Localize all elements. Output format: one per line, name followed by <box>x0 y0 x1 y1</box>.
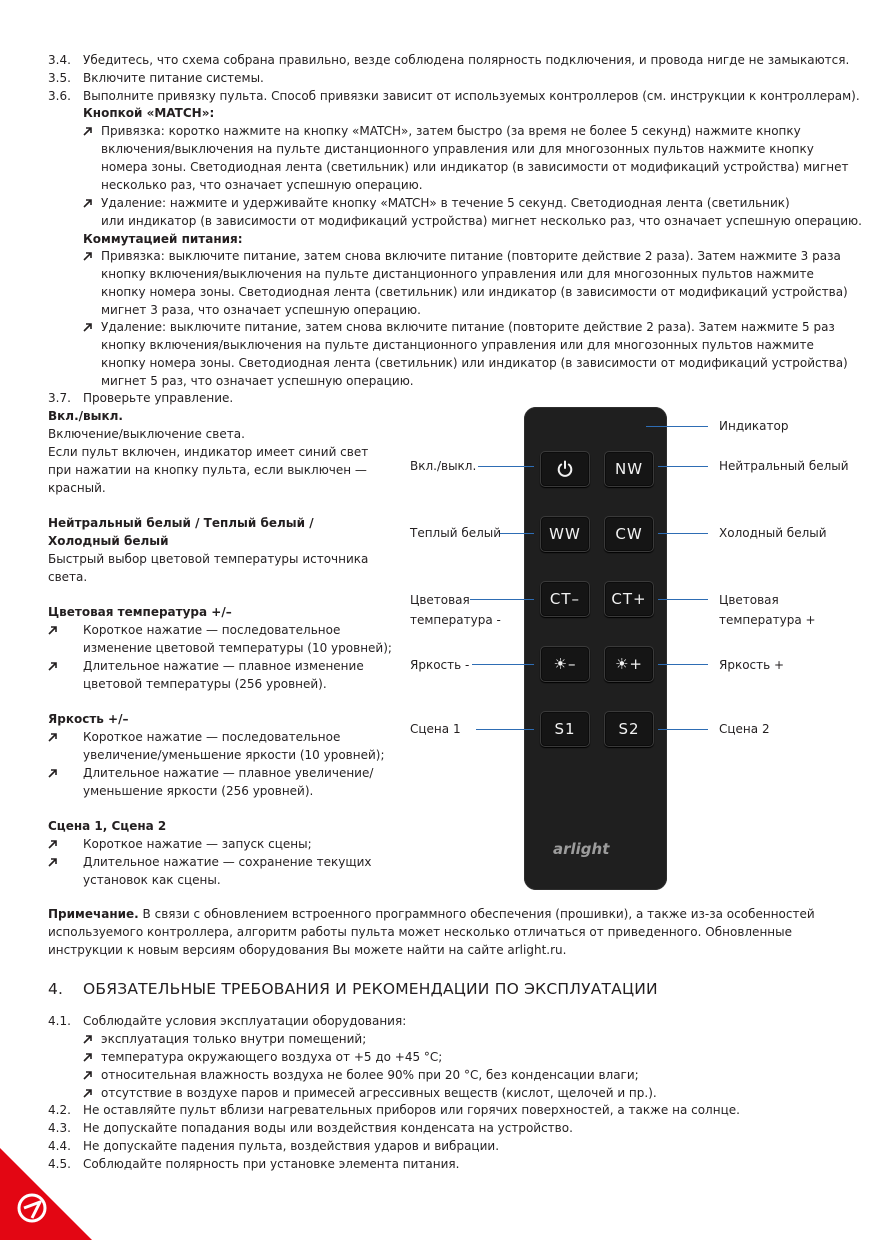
step-number: 3.7. <box>48 391 71 405</box>
feature-title: Яркость +/– <box>48 712 129 726</box>
step-text: Не оставляйте пульт вблизи нагревательных приборов или горячих поверхностей, а также на солнце. <box>83 1103 740 1117</box>
scene-2-label: Сцена 2 <box>719 722 770 736</box>
feature-text: Длительное нажатие — плавное изменение <box>83 659 364 673</box>
feature-title: Цветовая температура +/– <box>48 605 232 619</box>
section-4-title: ОБЯЗАТЕЛЬНЫЕ ТРЕБОВАНИЯ И РЕКОМЕНДАЦИИ ПО ЭКСПЛУАТАЦИИ <box>83 980 658 998</box>
brightness-minus-callout-line <box>472 664 534 665</box>
arrow-bullet-icon <box>83 1034 93 1044</box>
bullet-line: Удаление: выключите питание, затем снова включите питание (повторите действие 2 раза). Затем нажмите 5 раз <box>101 320 835 334</box>
condition-item: отсутствие в воздухе паров и примесей агрессивных веществ (кислот, щелочей и пр.). <box>101 1086 657 1100</box>
condition-item: эксплуатация только внутри помещений; <box>101 1032 367 1046</box>
scene-2-callout-line <box>658 729 708 730</box>
cold-callout-line <box>658 533 708 534</box>
arrow-bullet-icon <box>48 857 58 867</box>
condition-item: относительная влажность воздуха не более 90% при 20 °C, без конденсации влаги; <box>101 1068 639 1082</box>
power-button <box>540 451 590 487</box>
bullet-line: несколько раз, что означает успешную операцию. <box>101 178 423 192</box>
arrow-bullet-icon <box>83 198 93 208</box>
feature-text: Если пульт включен, индикатор имеет синий свет <box>48 445 369 459</box>
section-4-number: 4. <box>48 980 64 998</box>
brightness-minus-button: ☀– <box>540 646 590 682</box>
arrow-bullet-icon <box>83 1052 93 1062</box>
indicator-callout-line <box>646 426 708 427</box>
neutral-callout-line <box>658 466 708 467</box>
arrow-bullet-icon <box>48 839 58 849</box>
feature-text: установок как сцены. <box>83 873 221 887</box>
bullet-line: Удаление: нажмите и удерживайте кнопку «MATCH» в течение 5 секунд. Светодиодная лента (светильник) <box>101 196 790 210</box>
feature-title: Нейтральный белый / Теплый белый / <box>48 516 314 530</box>
arrow-bullet-icon <box>48 625 58 635</box>
arrow-bullet-icon <box>83 322 93 332</box>
bullet-line: включения/выключения на пульте дистанционного управления или для многозонных пультов нажмите кнопку <box>101 142 814 156</box>
ct-minus-label: Цветовая <box>410 593 470 607</box>
power-binding-heading: Коммутацией питания: <box>83 232 243 246</box>
arrow-bullet-icon <box>83 251 93 261</box>
step-text: Проверьте управление. <box>83 391 234 405</box>
ct-minus-button: CT– <box>540 581 590 617</box>
scene-1-label: Сцена 1 <box>410 722 461 736</box>
ct-minus-label: температура - <box>410 613 501 627</box>
feature-text: Короткое нажатие — последовательное <box>83 730 341 744</box>
button-binding-heading: Кнопкой «MATCH»: <box>83 106 215 120</box>
feature-text: красный. <box>48 481 106 495</box>
arrow-bullet-icon <box>83 1070 93 1080</box>
arrow-bullet-icon <box>48 768 58 778</box>
step-number: 3.5. <box>48 71 71 85</box>
arrow-bullet-icon <box>83 1088 93 1098</box>
brand-corner-icon <box>0 1148 92 1240</box>
note-line: используемого контроллера, алгоритм работы пульта может несколько отличаться от приведенного. Обновленные <box>48 925 792 939</box>
feature-text: Длительное нажатие — плавное увеличение/ <box>83 766 374 780</box>
bullet-line: Привязка: выключите питание, затем снова включите питание (повторите действие 2 раза). Затем нажмите 3 раза <box>101 249 841 263</box>
feature-text: света. <box>48 570 88 584</box>
step-number: 4.1. <box>48 1014 71 1028</box>
onoff-label: Вкл./выкл. <box>410 459 477 473</box>
brightness-minus-label: Яркость - <box>410 658 470 672</box>
bullet-line: кнопку номера зоны. Светодиодная лента (светильник) или индикатор (в зависимости от модификаций устройства) <box>101 356 848 370</box>
step-number: 3.6. <box>48 89 71 103</box>
bullet-line: Привязка: коротко нажмите на кнопку «MATCH», затем быстро (за время не более 5 секунд) нажмите кнопку <box>101 124 801 138</box>
feature-title: Холодный белый <box>48 534 169 548</box>
power-icon <box>555 459 575 479</box>
brightness-plus-label: Яркость + <box>719 658 785 672</box>
step-text: Не допускайте падения пульта, воздействия ударов и вибрации. <box>83 1139 500 1153</box>
onoff-callout-line <box>478 466 534 467</box>
feature-text: увеличение/уменьшение яркости (10 уровней); <box>83 748 385 762</box>
step-text: Не допускайте попадания воды или воздействия конденсата на устройство. <box>83 1121 573 1135</box>
ct-plus-label: температура + <box>719 613 816 627</box>
bullet-line: мигнет 3 раза, что означает успешную операцию. <box>101 303 421 317</box>
feature-title: Вкл./выкл. <box>48 409 123 423</box>
step-text: Убедитесь, что схема собрана правильно, везде соблюдена полярность подключения, и провода нигде не замыкаются. <box>83 53 850 67</box>
bullet-line: кнопку включения/выключения на пульте дистанционного управления или для многозонных пультов нажмите <box>101 267 814 281</box>
bullet-line: номера зоны. Светодиодная лента (светильник) или индикатор (в зависимости от модификаций устройства) мигнет <box>101 160 849 174</box>
feature-text: цветовой температуры (256 уровней). <box>83 677 327 691</box>
note-line: инструкции к новым версиям оборудования Вы можете найти на сайте arlight.ru. <box>48 943 567 957</box>
bullet-line: кнопку номера зоны. Светодиодная лента (светильник) или индикатор (в зависимости от модификаций устройства) <box>101 285 848 299</box>
bullet-line: кнопку включения/выключения на пульте дистанционного управления или для многозонных пультов нажмите <box>101 338 814 352</box>
feature-text: Короткое нажатие — последовательное <box>83 623 341 637</box>
note-text: В связи с обновлением встроенного программного обеспечения (прошивки), а также из-за особенностей <box>138 907 815 921</box>
ww-button: WW <box>540 516 590 552</box>
ct-minus-callout-line <box>470 599 534 600</box>
note-label: Примечание. <box>48 907 139 921</box>
feature-text: Длительное нажатие — сохранение текущих <box>83 855 372 869</box>
indicator-label: Индикатор <box>719 419 789 433</box>
bullet-line: или индикатор (в зависимости от модификаций устройства) мигнет несколько раз, что означает успешную операцию. <box>101 214 862 228</box>
step-text: Соблюдайте полярность при установке элемента питания. <box>83 1157 460 1171</box>
scene-1-button: S1 <box>540 711 590 747</box>
step-number: 4.2. <box>48 1103 71 1117</box>
bullet-line: мигнет 5 раз, что означает успешную операцию. <box>101 374 414 388</box>
ct-plus-callout-line <box>658 599 708 600</box>
condition-item: температура окружающего воздуха от +5 до +45 °C; <box>101 1050 443 1064</box>
arrow-bullet-icon <box>48 661 58 671</box>
arrow-bullet-icon <box>48 732 58 742</box>
step-number: 3.4. <box>48 53 71 67</box>
step-text: Включите питание системы. <box>83 71 264 85</box>
note-line <box>48 905 815 923</box>
feature-text: Быстрый выбор цветовой температуры источника <box>48 552 369 566</box>
arlight-logo: arlight <box>553 840 610 858</box>
step-number: 4.5. <box>48 1157 71 1171</box>
step-number: 4.4. <box>48 1139 71 1153</box>
scene-1-callout-line <box>476 729 534 730</box>
cold-white-label: Холодный белый <box>719 526 827 540</box>
arrow-bullet-icon <box>83 126 93 136</box>
feature-text: Короткое нажатие — запуск сцены; <box>83 837 312 851</box>
feature-text: уменьшение яркости (256 уровней). <box>83 784 314 798</box>
ct-plus-button: CT+ <box>604 581 654 617</box>
brightness-plus-button: ☀+ <box>604 646 654 682</box>
feature-text: при нажатии на кнопку пульта, если выключен — <box>48 463 367 477</box>
warm-white-label: Теплый белый <box>410 526 502 540</box>
ct-plus-label: Цветовая <box>719 593 779 607</box>
step-text: Выполните привязку пульта. Способ привязки зависит от используемых контроллеров (см. инструкции к контроллерам). <box>83 89 860 103</box>
nw-button: NW <box>604 451 654 487</box>
neutral-white-label: Нейтральный белый <box>719 459 849 473</box>
step-number: 4.3. <box>48 1121 71 1135</box>
warm-callout-line <box>500 533 534 534</box>
cw-button: CW <box>604 516 654 552</box>
brightness-plus-callout-line <box>658 664 708 665</box>
scene-2-button: S2 <box>604 711 654 747</box>
feature-text: изменение цветовой температуры (10 уровней); <box>83 641 392 655</box>
step-text: Соблюдайте условия эксплуатации оборудования: <box>83 1014 407 1028</box>
feature-text: Включение/выключение света. <box>48 427 245 441</box>
feature-title: Сцена 1, Сцена 2 <box>48 819 167 833</box>
